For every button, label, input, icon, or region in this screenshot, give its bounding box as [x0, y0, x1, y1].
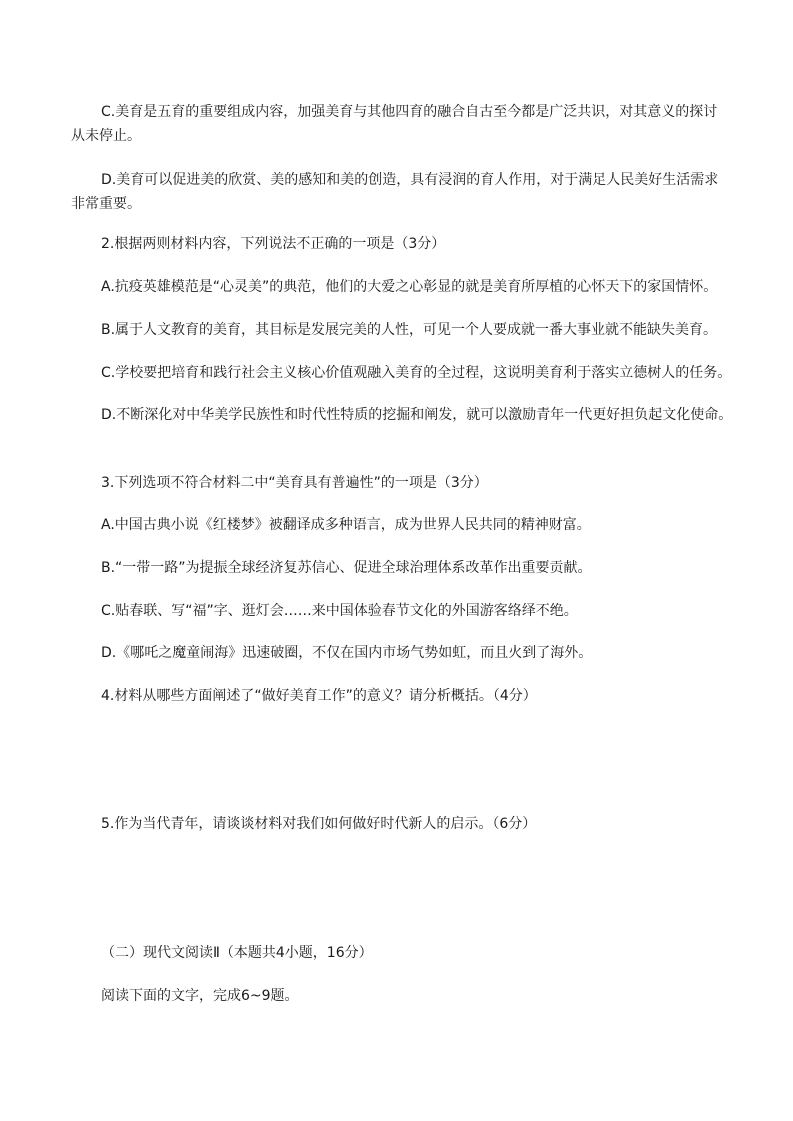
- q1-option-d-line2: 非常重要。: [71, 196, 141, 212]
- q1-option-c-line1: C.美育是五育的重要组成内容，加强美育与其他四育的融合自古至今都是广泛共识，对其意义的探讨: [101, 104, 718, 120]
- q2-option-b: B.属于人文教育的美育，其目标是发展完美的人性，可见一个人要成就一番大事业就不能缺失美育。: [101, 322, 718, 338]
- q2-option-c: C.学校要把培育和践行社会主义核心价值观融入美育的全过程，这说明美育利于落实立德树人的任务。: [101, 365, 732, 381]
- q1-option-c-line2: 从未停止。: [71, 128, 141, 144]
- q5-stem: 5.作为当代青年，请谈谈材料对我们如何做好时代新人的启示。（6分）: [101, 816, 537, 832]
- q2-stem: 2.根据两则材料内容，下列说法不正确的一项是（3分）: [101, 236, 446, 252]
- section2-heading: （二）现代文阅读Ⅱ（本题共4小题，16分）: [101, 945, 373, 961]
- q3-option-a: A.中国古典小说《红楼梦》被翻译成多种语言，成为世界人民共同的精神财富。: [101, 517, 591, 533]
- q3-stem: 3.下列选项不符合材料二中“美育具有普遍性”的一项是（3分）: [101, 475, 488, 491]
- q3-option-b: B.“一带一路”为提振全球经济复苏信心、促进全球治理体系改革作出重要贡献。: [101, 560, 592, 576]
- q1-option-d-line1: D.美育可以促进美的欣赏、美的感知和美的创造，具有浸润的育人作用，对于满足人民美好生活需求: [101, 172, 719, 188]
- q3-option-d: D.《哪吒之魔童闹海》迅速破圈，不仅在国内市场气势如虹，而且火到了海外。: [101, 645, 593, 661]
- q3-option-c: C.贴春联、写“福”字、逛灯会……来中国体验春节文化的外国游客络绎不绝。: [101, 603, 578, 619]
- section2-instruction: 阅读下面的文字，完成6~9题。: [101, 988, 299, 1004]
- q2-option-a: A.抗疫英雄模范是“心灵美”的典范，他们的大爱之心彰显的就是美育所厚植的心怀天下的家国情怀。: [101, 279, 718, 295]
- q2-option-d: D.不断深化对中华美学民族性和时代性特质的挖掘和阐发，就可以激励青年一代更好担负起文化使命。: [101, 407, 733, 423]
- q4-stem: 4.材料从哪些方面阐述了“做好美育工作”的意义？请分析概括。（4分）: [101, 688, 537, 704]
